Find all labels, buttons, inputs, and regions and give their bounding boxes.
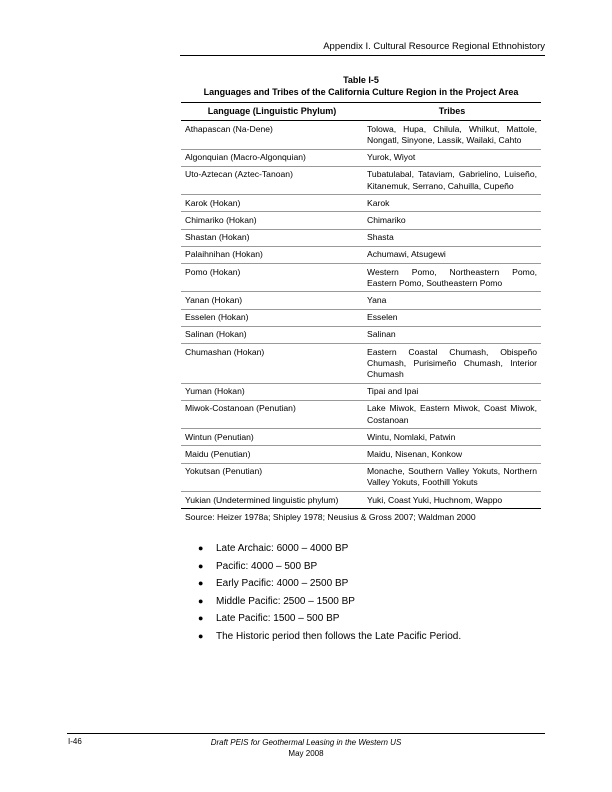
tribes-cell: Shasta [363, 229, 541, 246]
table-row [181, 166, 541, 194]
list-item [198, 558, 461, 576]
table-row [181, 264, 541, 292]
language-cell: Karok (Hokan) [181, 195, 363, 212]
table-row [181, 429, 541, 446]
tribes-cell: Salinan [363, 326, 541, 343]
table-row [181, 212, 541, 229]
table-row [181, 446, 541, 463]
table-row [181, 326, 541, 343]
language-cell: Yukian (Undetermined linguistic phylum) [181, 492, 363, 509]
language-cell: Wintun (Penutian) [181, 429, 363, 446]
table-row [181, 246, 541, 263]
list-item [198, 628, 461, 646]
bullet-icon: ● [198, 578, 204, 588]
list-item [198, 575, 461, 593]
footer-divider [67, 733, 545, 734]
tribes-cell: Achumawi, Atsugewi [363, 246, 541, 263]
running-footer [180, 737, 432, 759]
table-row [181, 195, 541, 212]
tribes-cell: Yurok, Wiyot [363, 149, 541, 166]
language-cell: Chimariko (Hokan) [181, 212, 363, 229]
column-header-language: Language (Linguistic Phylum) [181, 103, 363, 121]
bullet-icon: ● [198, 613, 204, 623]
table-row [181, 492, 541, 509]
table-number: Table I-5 [343, 75, 379, 85]
list-item-text: Pacific: 4000 – 500 BP [216, 560, 318, 572]
language-cell: Uto-Aztecan (Aztec-Tanoan) [181, 166, 363, 194]
list-item-text: Late Archaic: 6000 – 4000 BP [216, 543, 349, 554]
language-cell: Yanan (Hokan) [181, 292, 363, 309]
tribes-cell: Eastern Coastal Chumash, Obispeño Chumash, Purisimeño Chumash, Interior Chumash [363, 344, 541, 384]
language-cell: Maidu (Penutian) [181, 446, 363, 463]
bullet-icon: ● [198, 543, 204, 553]
tribes-cell: Western Pomo, Northeastern Pomo, Eastern Pomo, Southeastern Pomo [363, 264, 541, 292]
tribes-cell: Monache, Southern Valley Yokuts, Northern Valley Yokuts, Foothill Yokuts [363, 463, 541, 491]
language-cell: Athapascan (Na-Dene) [181, 121, 363, 149]
table-title: Languages and Tribes of the California Culture Region in the Project Area [203, 87, 519, 97]
table-row [181, 121, 541, 149]
footer-document-title: Draft PEIS for Geothermal Leasing in the Western US [210, 738, 402, 747]
list-item [198, 540, 461, 558]
table-source-note: Source: Heizer 1978a; Shipley 1978; Neusius & Gross 2007; Waldman 2000 [185, 512, 476, 522]
language-cell: Shastan (Hokan) [181, 229, 363, 246]
table-row [181, 383, 541, 400]
tribes-cell: Lake Miwok, Eastern Miwok, Coast Miwok, Costanoan [363, 400, 541, 428]
languages-tribes-table [181, 102, 541, 509]
header-title: Appendix I. Cultural Resource Regional Ethnohistory [323, 41, 545, 52]
tribes-cell: Karok [363, 195, 541, 212]
list-item [198, 610, 461, 628]
language-cell: Pomo (Hokan) [181, 264, 363, 292]
table-header-row [181, 103, 541, 121]
language-cell: Yuman (Hokan) [181, 383, 363, 400]
table-caption [180, 74, 542, 98]
list-item-text: The Historic period then follows the Late Pacific Period. [216, 630, 462, 642]
tribes-cell: Chimariko [363, 212, 541, 229]
column-header-tribes: Tribes [363, 103, 541, 121]
list-item [198, 593, 461, 611]
language-cell: Salinan (Hokan) [181, 326, 363, 343]
table-row [181, 149, 541, 166]
tribes-cell: Yuki, Coast Yuki, Huchnom, Wappo [363, 492, 541, 509]
bullet-icon: ● [198, 560, 204, 571]
language-cell: Chumashan (Hokan) [181, 344, 363, 384]
tribes-cell: Tubatulabal, Tataviam, Gabrielino, Luiseño, Kitanemuk, Serrano, Cahuilla, Cupeño [363, 166, 541, 194]
language-cell: Esselen (Hokan) [181, 309, 363, 326]
language-cell: Miwok-Costanoan (Penutian) [181, 400, 363, 428]
table-row [181, 463, 541, 491]
tribes-cell: Tipai and Ipai [363, 383, 541, 400]
tribes-cell: Tolowa, Hupa, Chilula, Whilkut, Mattole, Nongatl, Sinyone, Lassik, Wailaki, Cahto [363, 121, 541, 149]
table-row [181, 309, 541, 326]
page-number: I-46 [68, 737, 82, 746]
language-cell: Algonquian (Macro-Algonquian) [181, 149, 363, 166]
table-row [181, 292, 541, 309]
bullet-icon: ● [198, 595, 204, 606]
list-item-text: Middle Pacific: 2500 – 1500 BP [216, 595, 355, 607]
running-header [180, 41, 545, 56]
table-row [181, 400, 541, 428]
tribes-cell: Wintu, Nomlaki, Patwin [363, 429, 541, 446]
footer-date: May 2008 [288, 749, 324, 758]
list-item-text: Late Pacific: 1500 – 500 BP [216, 613, 340, 624]
table-row [181, 344, 541, 384]
period-list [198, 540, 461, 645]
bullet-icon: ● [198, 630, 204, 641]
tribes-cell: Maidu, Nisenan, Konkow [363, 446, 541, 463]
language-cell: Palaihnihan (Hokan) [181, 246, 363, 263]
tribes-cell: Esselen [363, 309, 541, 326]
tribes-cell: Yana [363, 292, 541, 309]
table-row [181, 229, 541, 246]
list-item-text: Early Pacific: 4000 – 2500 BP [216, 578, 349, 589]
language-cell: Yokutsan (Penutian) [181, 463, 363, 491]
